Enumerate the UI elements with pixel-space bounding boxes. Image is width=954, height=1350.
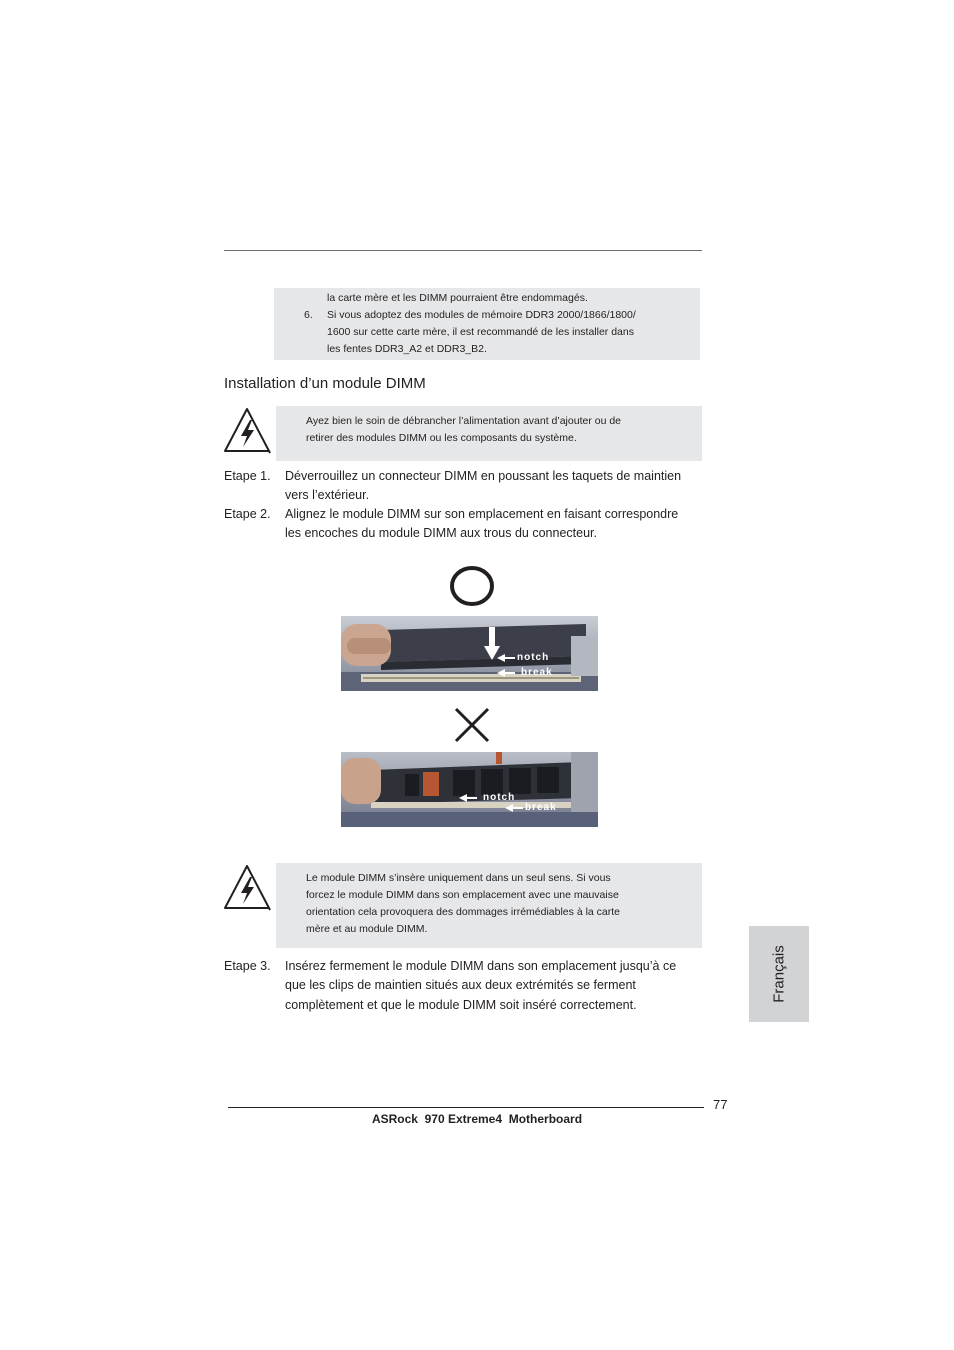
photo1-notch-label: notch [517,652,550,663]
step-1-label: Etape 1. [224,469,271,483]
step-1-text-line-1: Déverrouillez un connecteur DIMM en poussant les taquets de maintien [285,469,682,483]
note-line-1: la carte mère et les DIMM pourraient être endommagés. [327,292,588,304]
photo2-break-label: break [525,802,557,813]
note-number-6: 6. [304,309,313,321]
footer-title [0,1112,954,1126]
lightning-warning-icon [222,863,272,911]
arrow-left-icon [497,669,515,677]
photo1-break-label: break [521,667,553,678]
warning2-line-3: orientation cela provoquera des dommages irrémédiables à la carte [306,906,621,918]
language-side-tab [749,926,809,1022]
footer-rule [228,1107,704,1108]
arrow-left-icon [505,804,523,812]
footer-title-text: ASRock 970 Extreme4 Motherboard [371,1112,583,1126]
step-1-text-line-2: vers l’extérieur. [285,488,370,502]
dimm-photo-correct [341,616,598,691]
warning2-line-2: forcez le module DIMM dans son emplacement avec une mauvaise [306,889,619,901]
arrow-left-icon [459,794,477,802]
step-3-text-line-3: complètement et que le module DIMM soit inséré correctement. [285,998,637,1012]
warning-box-1 [276,406,702,461]
note-line-3: 1600 sur cette carte mère, il est recommandé de les installer dans [327,326,634,338]
warning-box-2 [276,863,702,948]
note-box [274,288,700,360]
step-2-text-line-1: Alignez le module DIMM sur son emplacement en faisant correspondre [285,507,679,521]
note-line-4: les fentes DDR3_A2 et DDR3_B2. [327,343,487,355]
note-line-2: Si vous adoptez des modules de mémoire DDR3 2000/1866/1800/ [327,309,636,321]
step-2-label: Etape 2. [224,507,271,521]
cross-wrong-icon [452,705,492,745]
step-3-label: Etape 3. [224,959,271,973]
warning1-line-1: Ayez bien le soin de débrancher l’alimentation avant d’ajouter ou de [306,415,622,427]
step-3-text-line-1: Insérez fermement le module DIMM dans son emplacement jusqu’à ce [285,959,677,973]
arrow-left-icon [497,654,515,662]
circle-ok-icon [448,564,496,608]
section-title: Installation d’un module DIMM [224,375,426,392]
warning1-line-2: retirer des modules DIMM ou les composants du système. [306,432,577,444]
page-number: 77 [713,1097,728,1112]
language-tab-label: Français [770,945,788,1003]
dimm-photo-wrong [341,752,598,827]
warning2-line-4: mère et au module DIMM. [306,923,428,935]
step-2-text-line-2: les encoches du module DIMM aux trous du connecteur. [285,526,597,540]
top-rule [224,250,702,251]
photo2-notch-label: notch [483,792,516,803]
warning2-line-1: Le module DIMM s’insère uniquement dans un seul sens. Si vous [306,872,611,884]
step-3-text-line-2: que les clips de maintien situés aux deux extrémités se ferment [285,978,636,992]
lightning-warning-icon [222,406,272,454]
